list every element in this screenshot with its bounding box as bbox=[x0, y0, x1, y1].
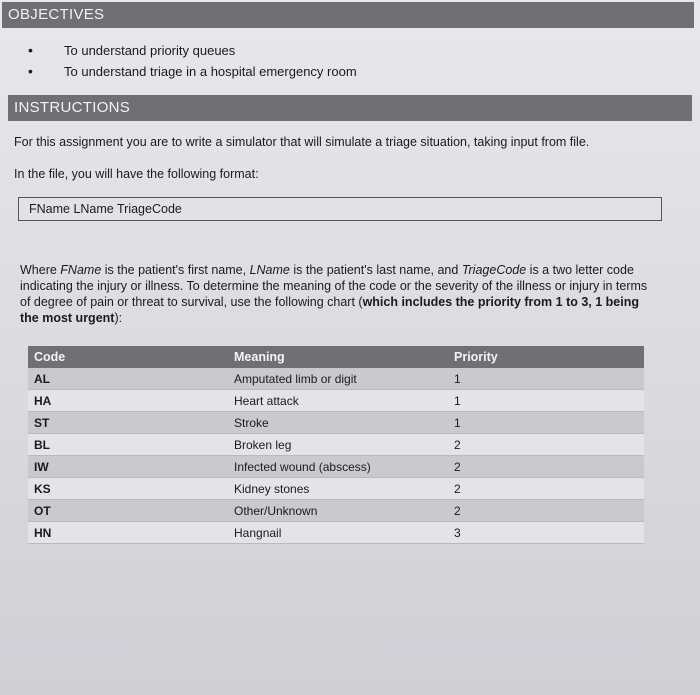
cell-meaning: Stroke bbox=[228, 412, 436, 434]
cell-code: OT bbox=[28, 500, 228, 522]
p3-fname: FName bbox=[60, 263, 102, 277]
instructions-paragraph-2: In the file, you will have the following format: bbox=[14, 167, 259, 181]
table-row bbox=[28, 390, 644, 412]
file-format-box: FName LName TriageCode bbox=[18, 197, 662, 221]
header-meaning: Meaning bbox=[228, 346, 436, 368]
cell-priority: 2 bbox=[436, 478, 644, 500]
cell-priority: 1 bbox=[436, 368, 644, 390]
objectives-list bbox=[28, 40, 357, 82]
cell-priority: 2 bbox=[436, 434, 644, 456]
cell-code: AL bbox=[28, 368, 228, 390]
cell-meaning: Amputated limb or digit bbox=[228, 368, 436, 390]
cell-meaning: Other/Unknown bbox=[228, 500, 436, 522]
p3-bold: which includes the priority from 1 to 3, 1 being the most urgent bbox=[20, 295, 639, 325]
cell-priority: 2 bbox=[436, 456, 644, 478]
table-row bbox=[28, 522, 644, 544]
cell-priority: 3 bbox=[436, 522, 644, 544]
list-item bbox=[28, 40, 357, 61]
cell-meaning: Heart attack bbox=[228, 390, 436, 412]
cell-priority: 1 bbox=[436, 390, 644, 412]
cell-code: BL bbox=[28, 434, 228, 456]
table-row bbox=[28, 368, 644, 390]
table-row bbox=[28, 412, 644, 434]
cell-priority: 2 bbox=[436, 500, 644, 522]
p3-text: is the patient's first name, bbox=[101, 263, 250, 277]
instructions-heading: INSTRUCTIONS bbox=[8, 95, 692, 121]
list-item bbox=[28, 61, 357, 82]
objective-text: To understand priority queues bbox=[64, 43, 236, 58]
bullet-icon: • bbox=[28, 42, 33, 58]
p3-text: Where bbox=[20, 263, 61, 277]
cell-meaning: Infected wound (abscess) bbox=[228, 456, 436, 478]
objectives-heading: OBJECTIVES bbox=[2, 2, 694, 28]
cell-code: HN bbox=[28, 522, 228, 544]
p3-text: is a two letter code indicating the injury or illness. To determine the meaning of the code or the severity of the illness or injury in terms of degree of pain or threat to survival, use the following chart ( bbox=[20, 263, 648, 309]
instructions-paragraph-3 bbox=[20, 262, 660, 326]
bullet-icon: • bbox=[28, 63, 33, 79]
p3-code: TriageCode bbox=[461, 263, 527, 277]
p3-lname: LName bbox=[249, 263, 290, 277]
cell-meaning: Hangnail bbox=[228, 522, 436, 544]
cell-code: HA bbox=[28, 390, 228, 412]
instructions-paragraph-1: For this assignment you are to write a simulator that will simulate a triage situation, taking input from file. bbox=[14, 135, 590, 149]
cell-code: ST bbox=[28, 412, 228, 434]
p3-text: is the patient's last name, and bbox=[289, 263, 462, 277]
table-row bbox=[28, 478, 644, 500]
objective-text: To understand triage in a hospital emergency room bbox=[64, 64, 357, 79]
cell-priority: 1 bbox=[436, 412, 644, 434]
table-header-row bbox=[28, 346, 644, 368]
cell-meaning: Broken leg bbox=[228, 434, 436, 456]
table-row bbox=[28, 500, 644, 522]
triage-table bbox=[28, 346, 644, 544]
table-row bbox=[28, 434, 644, 456]
table-row bbox=[28, 456, 644, 478]
cell-meaning: Kidney stones bbox=[228, 478, 436, 500]
cell-code: IW bbox=[28, 456, 228, 478]
header-priority: Priority bbox=[436, 346, 644, 368]
p3-text: ): bbox=[114, 311, 123, 325]
cell-code: KS bbox=[28, 478, 228, 500]
header-code: Code bbox=[28, 346, 228, 368]
